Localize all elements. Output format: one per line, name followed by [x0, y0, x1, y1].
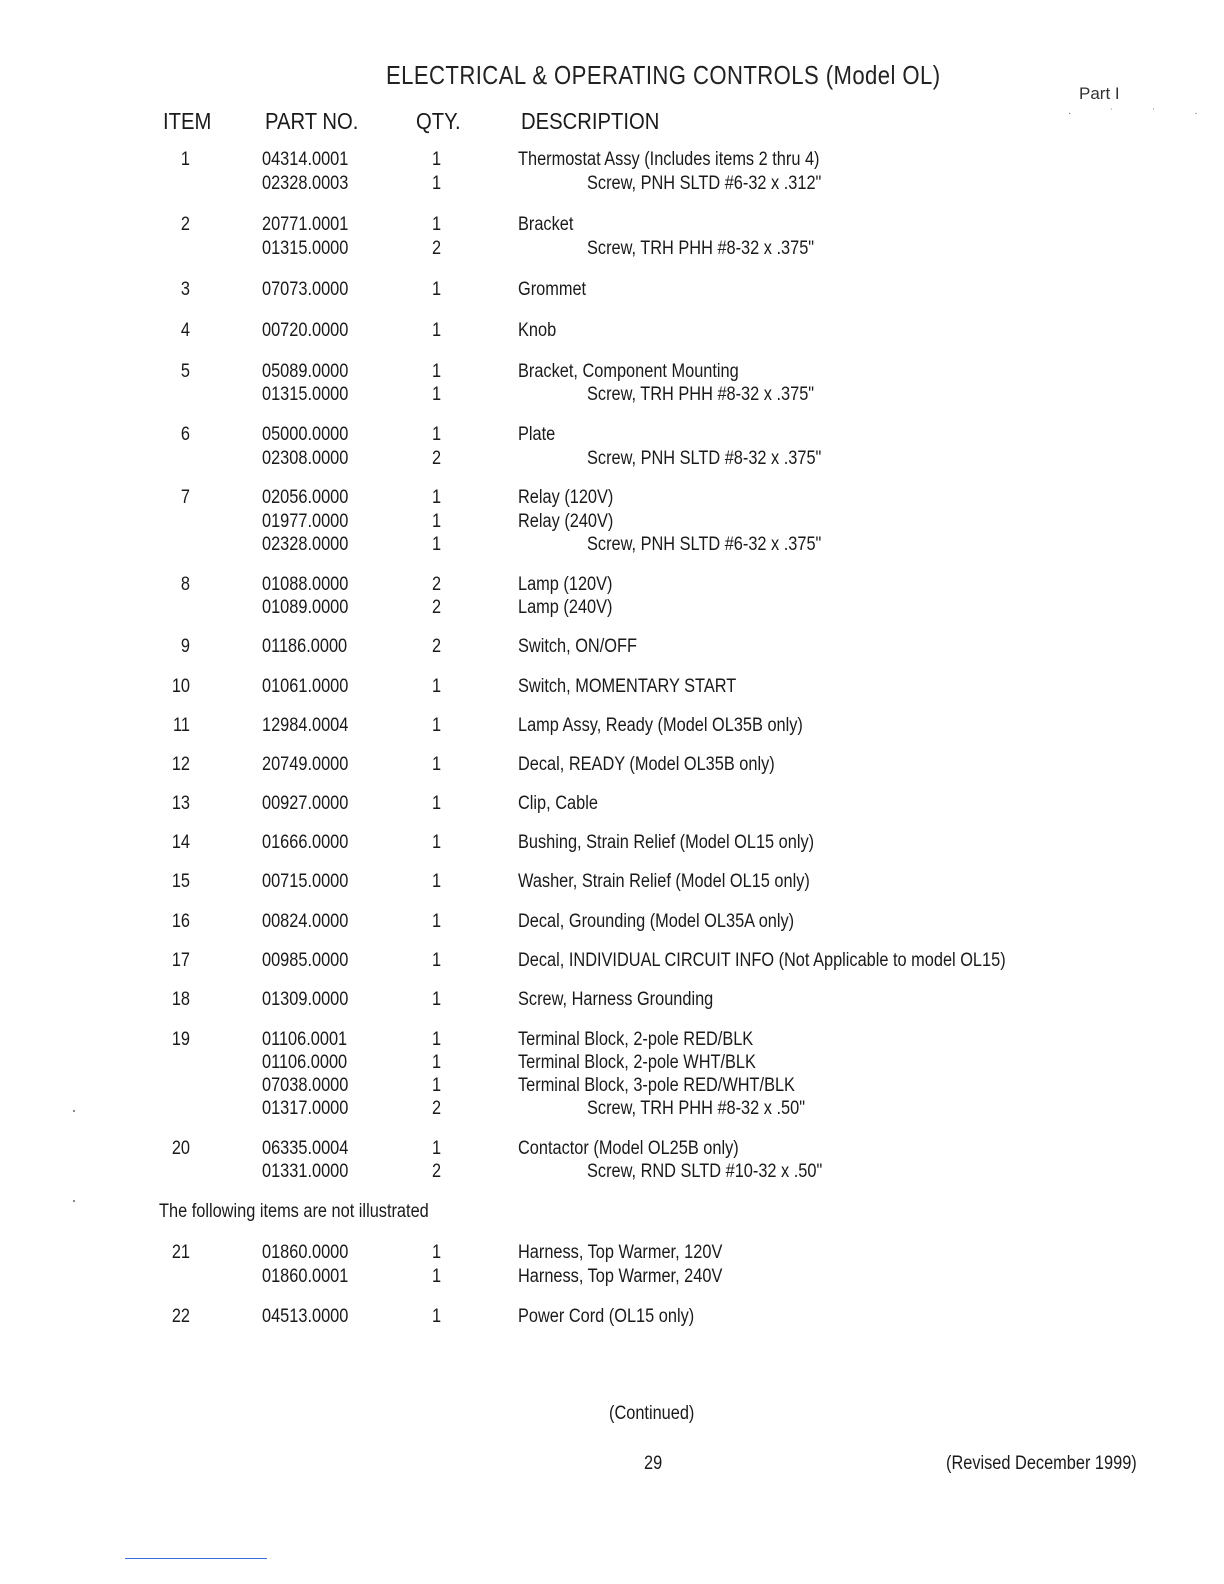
table-row: [0, 172, 1224, 196]
quantity: 2: [432, 597, 442, 618]
continued-label: (Continued): [609, 1403, 695, 1424]
quantity: 1: [432, 754, 442, 775]
description: Screw, TRH PHH #8-32 x .375": [587, 384, 815, 405]
item-number: 18: [171, 989, 190, 1010]
description: Bushing, Strain Relief (Model OL15 only): [518, 832, 815, 853]
part-number: 01666.0000: [262, 832, 349, 853]
quantity: 1: [432, 911, 442, 932]
bottom-divider: [125, 1558, 267, 1559]
item-number: 7: [180, 487, 190, 508]
not-illustrated-note: The following items are not illustrated: [159, 1201, 429, 1222]
item-number: 22: [171, 1306, 190, 1327]
part-label: Part I: [1079, 84, 1120, 103]
quantity: 1: [432, 1052, 442, 1073]
table-row: [0, 792, 1224, 816]
description: Terminal Block, 3-pole RED/WHT/BLK: [518, 1075, 795, 1096]
part-number: 20749.0000: [262, 754, 349, 775]
quantity: 1: [432, 1138, 442, 1159]
description: Clip, Cable: [518, 793, 598, 814]
part-number: 01309.0000: [262, 989, 349, 1010]
table-row: [0, 1137, 1224, 1161]
scan-speck: [73, 1200, 75, 1202]
scan-specks: · ˙ ˙ ·: [1068, 108, 1216, 119]
quantity: 1: [432, 424, 442, 445]
table-row: [0, 675, 1224, 699]
description: Grommet: [518, 279, 587, 300]
part-number: 01106.0000: [262, 1052, 348, 1073]
quantity: 1: [432, 361, 442, 382]
table-row: [0, 278, 1224, 302]
part-number: 07073.0000: [262, 279, 349, 300]
description: Harness, Top Warmer, 240V: [518, 1266, 723, 1287]
quantity: 2: [432, 574, 442, 595]
table-row: [0, 753, 1224, 777]
table-row: [0, 148, 1224, 172]
quantity: 1: [432, 384, 442, 405]
item-number: 4: [180, 320, 190, 341]
part-number: 04513.0000: [262, 1306, 349, 1327]
part-number: 01315.0000: [262, 238, 349, 259]
table-row: [0, 237, 1224, 261]
scan-speck: [73, 1110, 75, 1112]
item-number: 10: [171, 676, 190, 697]
table-row: [0, 949, 1224, 973]
quantity: 1: [432, 1266, 442, 1287]
table-row: [0, 635, 1224, 659]
description: Washer, Strain Relief (Model OL15 only): [518, 871, 810, 892]
description: Decal, READY (Model OL35B only): [518, 754, 775, 775]
quantity: 1: [432, 149, 442, 170]
description: Relay (120V): [518, 487, 614, 508]
table-row: [0, 1305, 1224, 1329]
item-number: 19: [171, 1029, 190, 1050]
description: Screw, TRH PHH #8-32 x .375": [587, 238, 815, 259]
header-item: ITEM: [163, 108, 212, 134]
page-number: 29: [644, 1453, 663, 1474]
quantity: 1: [432, 989, 442, 1010]
description: Switch, MOMENTARY START: [518, 676, 737, 697]
part-number: 01860.0000: [262, 1242, 349, 1263]
description: Harness, Top Warmer, 120V: [518, 1242, 723, 1263]
quantity: 1: [432, 511, 442, 532]
part-number: 07038.0000: [262, 1075, 349, 1096]
part-number: 01088.0000: [262, 574, 349, 595]
table-row: [0, 423, 1224, 447]
table-row: [0, 213, 1224, 237]
table-row: [0, 1265, 1224, 1289]
quantity: 1: [432, 715, 442, 736]
item-number: 1: [180, 149, 190, 170]
description: Terminal Block, 2-pole WHT/BLK: [518, 1052, 756, 1073]
table-row: [0, 596, 1224, 620]
description: Lamp (240V): [518, 597, 613, 618]
quantity: 1: [432, 320, 442, 341]
description: Screw, RND SLTD #10-32 x .50": [587, 1161, 823, 1182]
description: Switch, ON/OFF: [518, 636, 637, 657]
item-number: 14: [171, 832, 190, 853]
item-number: 12: [171, 754, 190, 775]
part-number: 02328.0000: [262, 534, 349, 555]
item-number: 8: [180, 574, 190, 595]
header-qty: QTY.: [416, 108, 461, 134]
table-row: [0, 447, 1224, 471]
page-title: ELECTRICAL & OPERATING CONTROLS (Model OL): [386, 60, 941, 90]
description: Bracket, Component Mounting: [518, 361, 739, 382]
table-row: [0, 1160, 1224, 1184]
description: Relay (240V): [518, 511, 614, 532]
part-number: 12984.0004: [262, 715, 349, 736]
table-row: [0, 383, 1224, 407]
description: Decal, Grounding (Model OL35A only): [518, 911, 795, 932]
part-number: 02056.0000: [262, 487, 349, 508]
quantity: 1: [432, 173, 442, 194]
header-description: DESCRIPTION: [521, 108, 660, 134]
description: Plate: [518, 424, 556, 445]
quantity: 1: [432, 676, 442, 697]
part-number: 01331.0000: [262, 1161, 349, 1182]
table-row: [0, 319, 1224, 343]
part-number: 00824.0000: [262, 911, 349, 932]
item-number: 16: [171, 911, 190, 932]
part-number: 00720.0000: [262, 320, 349, 341]
description: Decal, INDIVIDUAL CIRCUIT INFO (Not Applicable to model OL15): [518, 950, 1006, 971]
quantity: 2: [432, 448, 442, 469]
part-number: 01186.0000: [262, 636, 348, 657]
part-number: 05000.0000: [262, 424, 349, 445]
part-number: 01317.0000: [262, 1098, 349, 1119]
part-number: 01977.0000: [262, 511, 349, 532]
table-row: [0, 573, 1224, 597]
description: Power Cord (OL15 only): [518, 1306, 695, 1327]
table-row: [0, 486, 1224, 510]
description: Screw, PNH SLTD #6-32 x .375": [587, 534, 822, 555]
part-number: 20771.0001: [262, 214, 349, 235]
header-part-no: PART NO.: [265, 108, 359, 134]
quantity: 2: [432, 636, 442, 657]
table-row: [0, 533, 1224, 557]
description: Lamp (120V): [518, 574, 613, 595]
item-number: 15: [171, 871, 190, 892]
quantity: 2: [432, 1161, 442, 1182]
part-number: 06335.0004: [262, 1138, 349, 1159]
table-row: [0, 831, 1224, 855]
quantity: 1: [432, 793, 442, 814]
item-number: 5: [180, 361, 190, 382]
part-number: 05089.0000: [262, 361, 349, 382]
quantity: 1: [432, 279, 442, 300]
quantity: 1: [432, 487, 442, 508]
item-number: 2: [180, 214, 190, 235]
description: Screw, Harness Grounding: [518, 989, 714, 1010]
part-number: 01860.0001: [262, 1266, 349, 1287]
quantity: 1: [432, 1075, 442, 1096]
item-number: 17: [171, 950, 190, 971]
table-row: [0, 1051, 1224, 1075]
revision-date: (Revised December 1999): [946, 1453, 1137, 1474]
table-row: [0, 510, 1224, 534]
table-row: [0, 1074, 1224, 1098]
description: Screw, PNH SLTD #6-32 x .312": [587, 173, 822, 194]
table-row: [0, 870, 1224, 894]
item-number: 21: [171, 1242, 190, 1263]
quantity: 1: [432, 534, 442, 555]
quantity: 2: [432, 238, 442, 259]
part-number: 00715.0000: [262, 871, 349, 892]
part-number: 02308.0000: [262, 448, 349, 469]
quantity: 1: [432, 950, 442, 971]
part-number: 01106.0001: [262, 1029, 348, 1050]
table-row: [0, 714, 1224, 738]
description: Knob: [518, 320, 557, 341]
part-number: 01061.0000: [262, 676, 349, 697]
quantity: 1: [432, 1306, 442, 1327]
description: Bracket: [518, 214, 574, 235]
part-number: 01315.0000: [262, 384, 349, 405]
description: Lamp Assy, Ready (Model OL35B only): [518, 715, 803, 736]
part-number: 02328.0003: [262, 173, 349, 194]
description: Thermostat Assy (Includes items 2 thru 4): [518, 149, 820, 170]
item-number: 11: [173, 715, 190, 736]
item-number: 20: [171, 1138, 190, 1159]
table-row: [0, 988, 1224, 1012]
part-number: 00985.0000: [262, 950, 349, 971]
part-number: 04314.0001: [262, 149, 349, 170]
description: Contactor (Model OL25B only): [518, 1138, 739, 1159]
description: Terminal Block, 2-pole RED/BLK: [518, 1029, 754, 1050]
quantity: 2: [432, 1098, 442, 1119]
quantity: 1: [432, 832, 442, 853]
table-row: [0, 1097, 1224, 1121]
description: Screw, PNH SLTD #8-32 x .375": [587, 448, 822, 469]
table-row: [0, 1241, 1224, 1265]
table-row: [0, 1028, 1224, 1052]
quantity: 1: [432, 214, 442, 235]
item-number: 9: [180, 636, 190, 657]
part-number: 01089.0000: [262, 597, 349, 618]
table-row: [0, 360, 1224, 384]
description: Screw, TRH PHH #8-32 x .50": [587, 1098, 806, 1119]
table-row: [0, 910, 1224, 934]
item-number: 13: [171, 793, 190, 814]
item-number: 3: [180, 279, 190, 300]
part-number: 00927.0000: [262, 793, 349, 814]
quantity: 1: [432, 871, 442, 892]
quantity: 1: [432, 1242, 442, 1263]
quantity: 1: [432, 1029, 442, 1050]
item-number: 6: [180, 424, 190, 445]
